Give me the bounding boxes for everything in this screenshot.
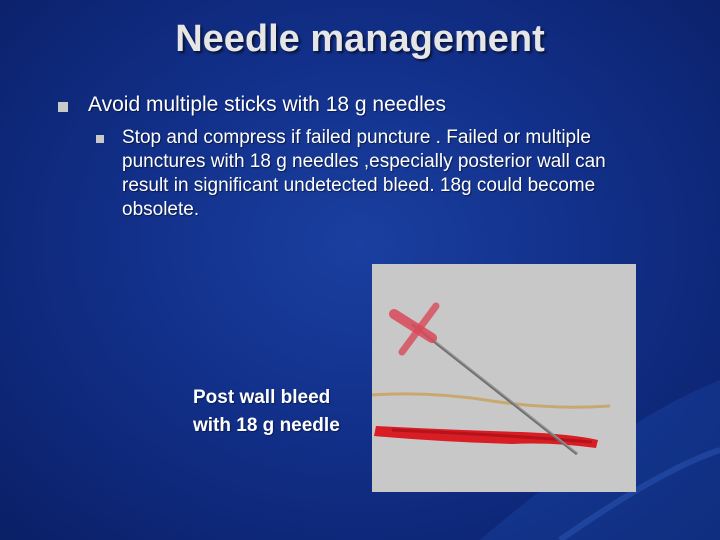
caption-line-2: with 18 g needle — [193, 415, 340, 436]
vessel-wall-line — [372, 394, 610, 407]
slide-title: Needle management — [175, 18, 545, 60]
sub-bullet-item — [96, 126, 656, 222]
sub-bullet-square-icon — [96, 135, 104, 143]
bullet-item — [58, 92, 698, 118]
figure-caption — [193, 384, 393, 440]
needle-hub-wing — [402, 306, 436, 352]
bullet-square-icon — [58, 102, 68, 112]
needle-diagram-image — [372, 264, 636, 492]
bullet-text: Avoid multiple sticks with 18 g needles — [88, 93, 446, 116]
sub-bullet-text: Stop and compress if failed puncture . Failed or multiple punctures with 18 g needles ,especially posterior wall can result in significant undetected bleed. 18g could become obsolete. — [122, 127, 606, 220]
caption-line-1: Post wall bleed — [193, 387, 331, 408]
needle-diagram-drawing — [372, 264, 636, 492]
